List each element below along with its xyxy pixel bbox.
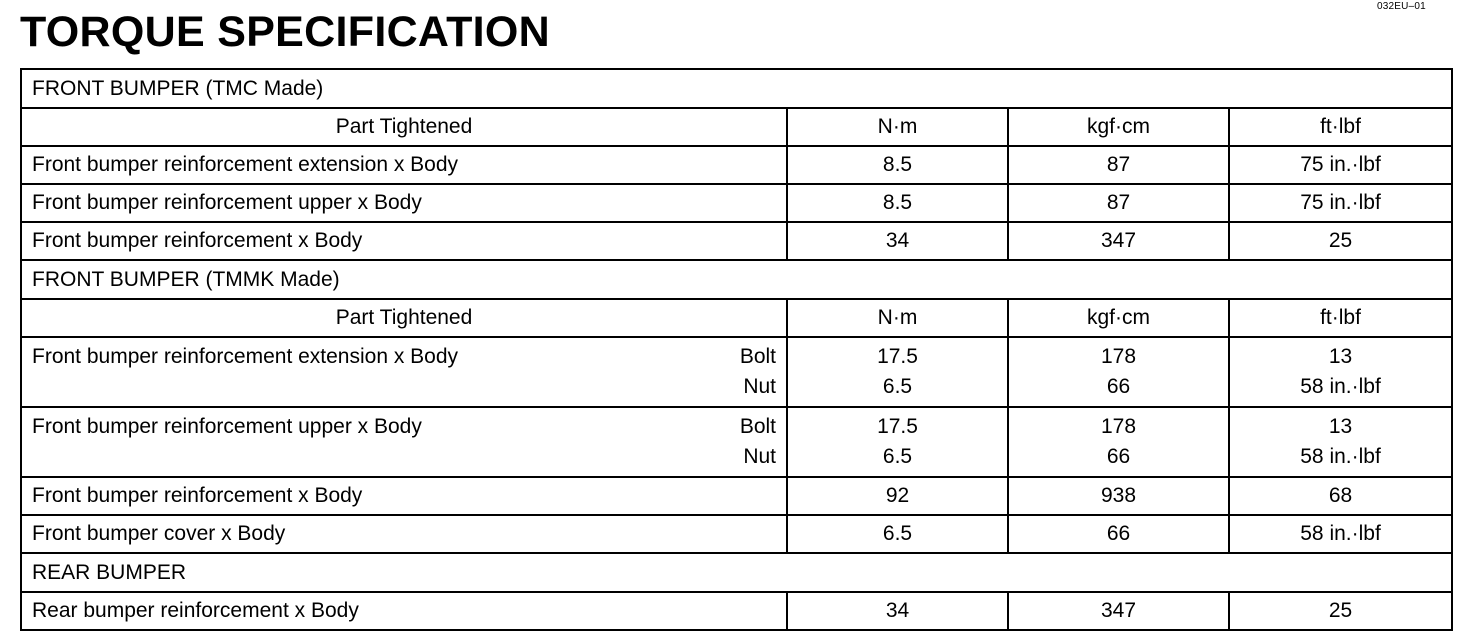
part-cell: Front bumper reinforcement x Body	[21, 222, 787, 260]
ftlbf-cell: 25	[1229, 592, 1452, 630]
part-cell: Front bumper reinforcement upper x Body	[21, 184, 787, 222]
section-header-row	[21, 553, 1452, 592]
fastener-kind: Bolt	[739, 415, 776, 438]
ftlbf-cell: 58 in.·lbf	[1229, 515, 1452, 553]
column-header-ftlbf: ft·lbf	[1229, 299, 1452, 337]
table-row	[21, 515, 1452, 553]
section-header-row	[21, 260, 1452, 299]
part-cell-content	[32, 342, 776, 402]
part-cell: Front bumper reinforcement extension x Body	[21, 146, 787, 184]
column-header-nm: N·m	[787, 299, 1008, 337]
ftlbf-value: 58 in.·lbf	[1300, 375, 1381, 398]
fastener-kinds	[740, 342, 776, 402]
part-name: Front bumper reinforcement extension x Body	[32, 345, 459, 368]
table-row	[21, 407, 1452, 477]
ftlbf-value: 13	[1328, 415, 1353, 438]
part-name-spacer	[32, 372, 776, 402]
section-title: FRONT BUMPER (TMC Made)	[21, 69, 1452, 108]
table-row	[21, 337, 1452, 407]
nm-cell	[787, 407, 1008, 477]
page-title: TORQUE SPECIFICATION	[20, 8, 550, 56]
section-header-row	[21, 69, 1452, 108]
table-row	[21, 222, 1452, 260]
part-cell: Front bumper cover x Body	[21, 515, 787, 553]
column-header-kgf: kgf·cm	[1008, 108, 1229, 146]
part-cell: Rear bumper reinforcement x Body	[21, 592, 787, 630]
ftlbf-cell	[1229, 337, 1452, 407]
kgf-value: 178	[1100, 415, 1137, 438]
part-name: Front bumper reinforcement upper x Body	[32, 415, 422, 438]
nm-cell: 34	[787, 222, 1008, 260]
section-title: REAR BUMPER	[21, 553, 1452, 592]
ftlbf-cell: 75 in.·lbf	[1229, 146, 1452, 184]
fastener-kinds	[740, 412, 776, 472]
kgf-cell: 347	[1008, 222, 1229, 260]
nm-cell: 8.5	[787, 146, 1008, 184]
table-row	[21, 477, 1452, 515]
kgf-value: 66	[1106, 375, 1131, 398]
table-row	[21, 592, 1452, 630]
column-header-nm: N·m	[787, 108, 1008, 146]
kgf-cell: 938	[1008, 477, 1229, 515]
ftlbf-value: 13	[1328, 345, 1353, 368]
nm-cell: 8.5	[787, 184, 1008, 222]
torque-table	[20, 68, 1453, 631]
column-header-part: Part Tightened	[21, 299, 787, 337]
kgf-cell	[1008, 337, 1229, 407]
nm-cell: 34	[787, 592, 1008, 630]
nm-cell: 6.5	[787, 515, 1008, 553]
document-code: 032EU–01	[1377, 1, 1426, 12]
kgf-cell	[1008, 407, 1229, 477]
kgf-cell: 87	[1008, 146, 1229, 184]
nm-value: 17.5	[877, 415, 918, 438]
nm-value: 6.5	[882, 445, 913, 468]
nm-cell: 92	[787, 477, 1008, 515]
fastener-kind: Nut	[743, 375, 776, 398]
column-header-row	[21, 108, 1452, 146]
column-header-ftlbf: ft·lbf	[1229, 108, 1452, 146]
part-cell: Front bumper reinforcement x Body	[21, 477, 787, 515]
kgf-cell: 66	[1008, 515, 1229, 553]
section-title: FRONT BUMPER (TMMK Made)	[21, 260, 1452, 299]
kgf-value: 178	[1100, 345, 1137, 368]
kgf-cell: 347	[1008, 592, 1229, 630]
fastener-kind: Bolt	[739, 345, 776, 368]
column-header-part: Part Tightened	[21, 108, 787, 146]
nm-cell	[787, 337, 1008, 407]
column-header-row	[21, 299, 1452, 337]
kgf-cell: 87	[1008, 184, 1229, 222]
ftlbf-value: 58 in.·lbf	[1300, 445, 1381, 468]
part-cell-content	[32, 412, 776, 472]
table-row	[21, 184, 1452, 222]
fastener-kind: Nut	[743, 445, 776, 468]
part-name-spacer	[32, 442, 776, 472]
ftlbf-cell: 75 in.·lbf	[1229, 184, 1452, 222]
part-cell	[21, 407, 787, 477]
table-row	[21, 146, 1452, 184]
ftlbf-cell: 25	[1229, 222, 1452, 260]
column-header-kgf: kgf·cm	[1008, 299, 1229, 337]
nm-value: 17.5	[877, 345, 918, 368]
ftlbf-cell	[1229, 407, 1452, 477]
nm-value: 6.5	[882, 375, 913, 398]
ftlbf-cell: 68	[1229, 477, 1452, 515]
part-cell	[21, 337, 787, 407]
kgf-value: 66	[1106, 445, 1131, 468]
